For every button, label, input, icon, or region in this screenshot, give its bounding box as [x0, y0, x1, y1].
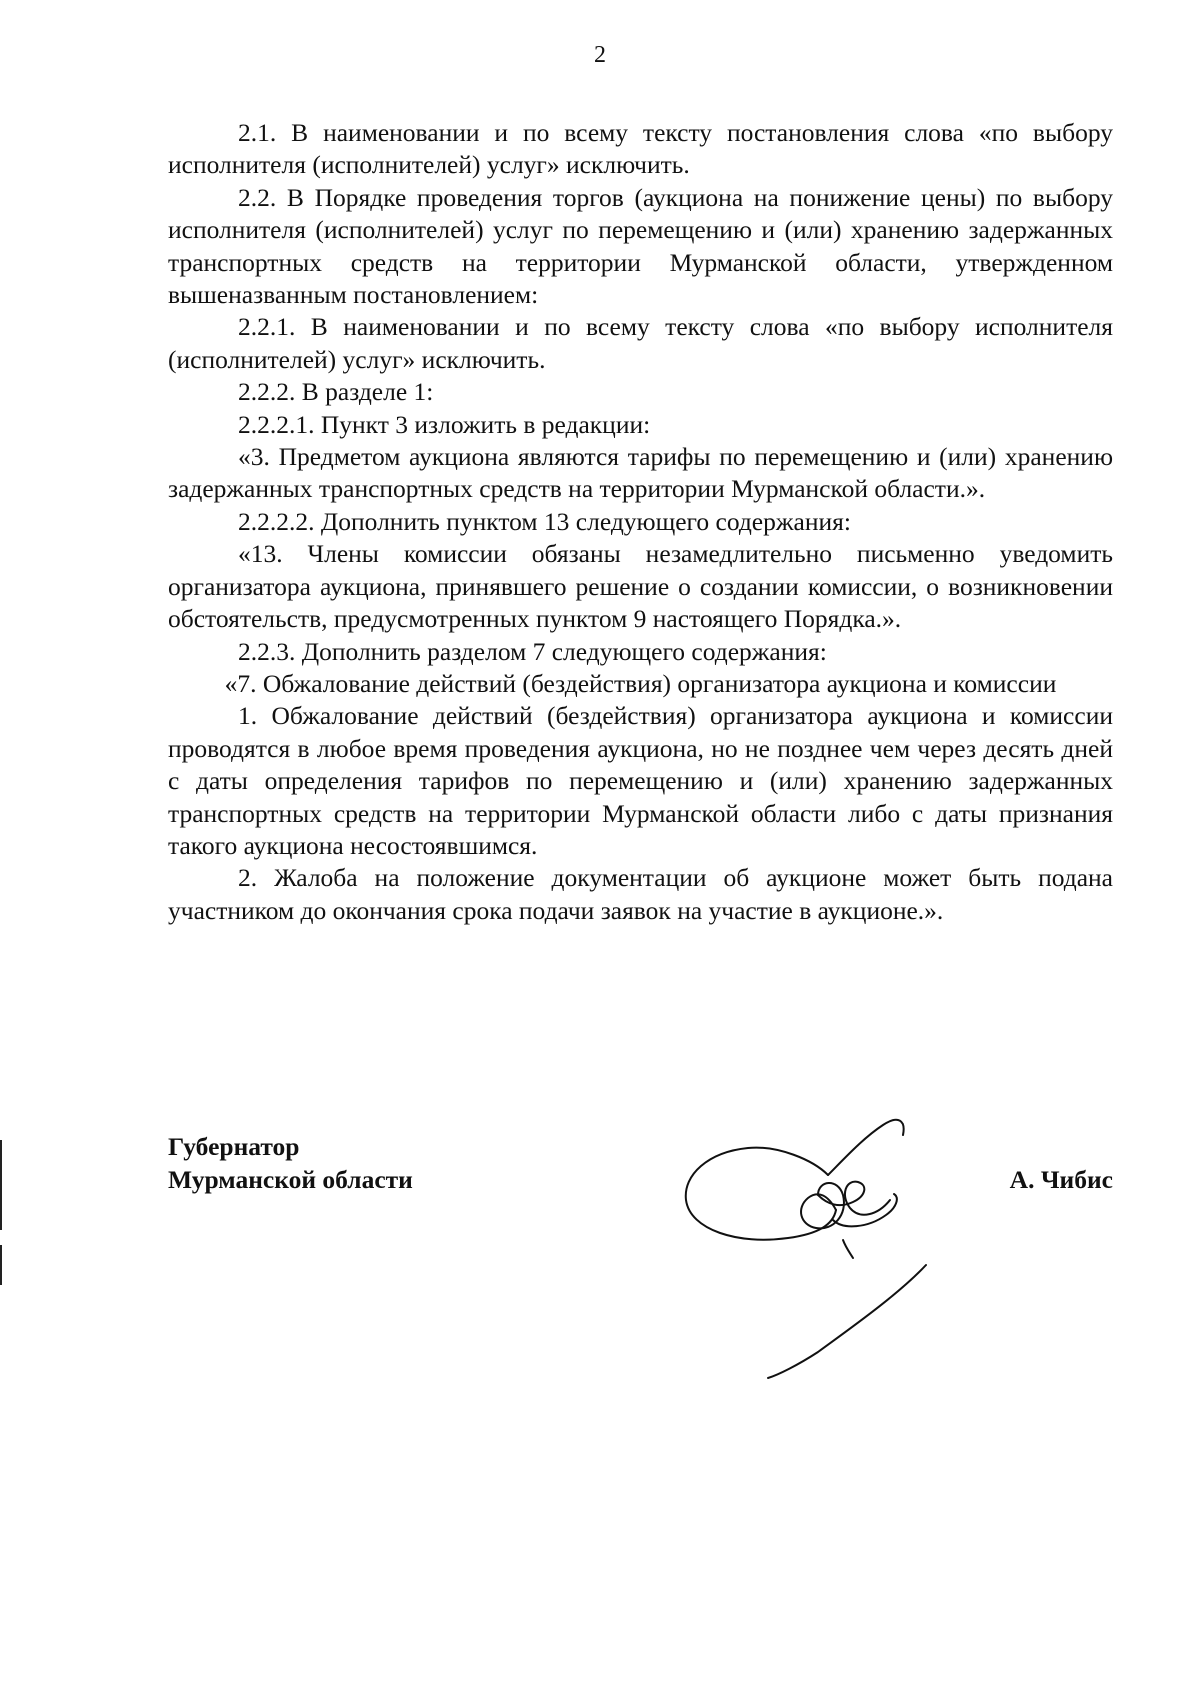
section-7-item-1: 1. Обжалование действий (бездействия) организатора аукциона и комиссии проводятся в любое время проведения аукциона, но не позднее чем через десять дней с даты определения тарифов по перемещению и (или) хранению задержанных транспортных средств на территории Мурманской области либо с даты признания такого аукциона несостоявшимся.: [168, 701, 1113, 860]
section-7-heading: «7. Обжалование действий (бездействия) организатора аукциона и комиссии: [224, 668, 1057, 698]
margin-mark: [0, 1140, 2, 1230]
handwritten-signature: [668, 1090, 948, 1380]
page-number: 2: [594, 42, 606, 68]
paragraph-2-2-2-1: 2.2.2.1. Пункт 3 изложить в редакции:: [238, 409, 651, 439]
section-7-item-2: 2. Жалоба на положение документации об аукционе может быть подана участником до окончания срока подачи заявок на участие в аукционе.».: [168, 863, 1113, 925]
paragraph-2-2-2: 2.2.2. В разделе 1:: [238, 377, 434, 407]
signer-position: [168, 1130, 413, 1196]
paragraph-2-2-3: 2.2.3. Дополнить разделом 7 следующего содержания:: [238, 636, 827, 666]
signature-block: [168, 1130, 1113, 1390]
paragraph-2-2-1: 2.2.1. В наименовании и по всему тексту слова «по выбору исполнителя (исполнителей) услуг» исключить.: [168, 312, 1113, 374]
signer-position-line-1: Губернатор: [168, 1132, 300, 1161]
signer-position-line-2: Мурманской области: [168, 1165, 413, 1194]
margin-mark: [0, 1245, 2, 1285]
paragraph-item-3: «3. Предметом аукциона являются тарифы по перемещению и (или) хранению задержанных транспортных средств на территории Мурманской области.».: [168, 442, 1113, 504]
signer-name: А. Чибис: [1009, 1165, 1113, 1194]
paragraph-item-13: «13. Члены комиссии обязаны незамедлительно письменно уведомить организатора аукциона, принявшего решение о создании комиссии, о возникновении обстоятельств, предусмотренных пунктом 9 настоящего Порядка.».: [168, 539, 1113, 634]
document-body: [168, 117, 1113, 927]
paragraph-2-1: 2.1. В наименовании и по всему тексту постановления слова «по выбору исполнителя (исполнителей) услуг» исключить.: [168, 118, 1113, 180]
paragraph-2-2-2-2: 2.2.2.2. Дополнить пунктом 13 следующего содержания:: [238, 506, 851, 536]
paragraph-2-2: 2.2. В Порядке проведения торгов (аукциона на понижение цены) по выбору исполнителя (исполнителей) услуг по перемещению и (или) хранению задержанных транспортных средств на территории Мурманской области, утвержденном вышеназванным постановлением:: [168, 182, 1113, 310]
